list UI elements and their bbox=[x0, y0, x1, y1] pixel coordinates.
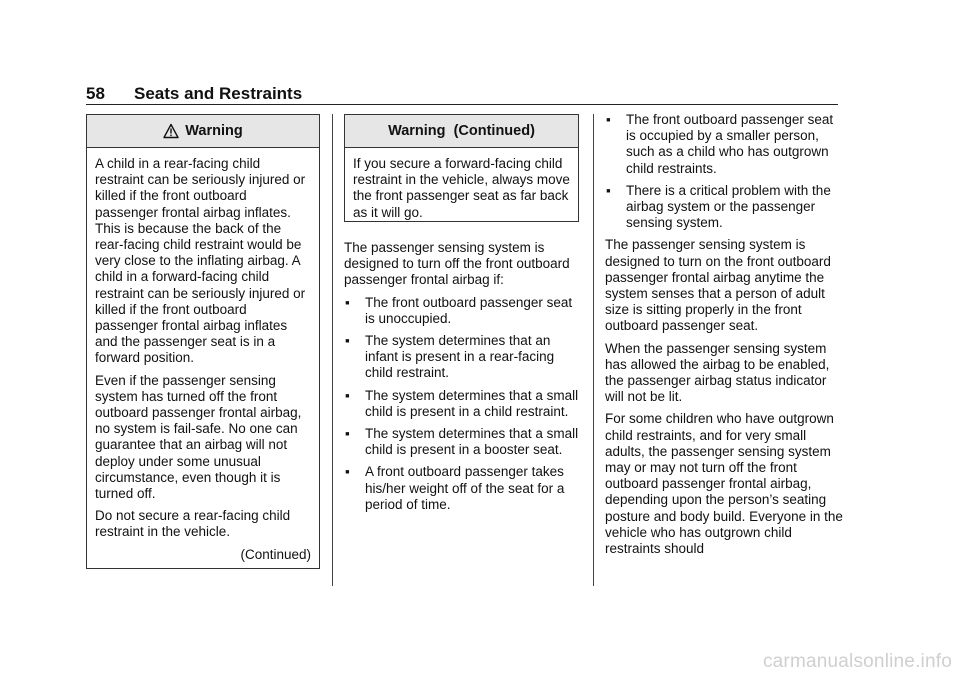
page-number: 58 bbox=[86, 84, 105, 103]
list-item: ▪ The system determines that a small child is present in a booster seat. bbox=[345, 426, 579, 458]
list-item: ▪ There is a critical problem with the airbag system or the passenger sensing system. bbox=[606, 182, 831, 231]
body-paragraph: When the passenger sensing system has allowed the airbag to be enabled, the passenger airbag status indicator will not be lit. bbox=[605, 340, 830, 405]
warning-paragraph: If you secure a forward-facing child restraint in the vehicle, always move the front passenger seat as far back as it will go. bbox=[353, 156, 570, 220]
warning-box-header bbox=[87, 115, 319, 148]
body-paragraph: The passenger sensing system is designed to turn off the front outboard passenger frontal airbag if: bbox=[344, 240, 570, 288]
column-2-text bbox=[344, 240, 584, 519]
page-header bbox=[86, 84, 838, 104]
list-item: ▪ A front outboard passenger takes his/her weight off of the seat for a period of time. bbox=[345, 464, 565, 512]
list-item: ▪ The system determines that an infant is present in a rear-facing child restraint. bbox=[345, 333, 555, 381]
bullet-mark: ▪ bbox=[606, 112, 611, 127]
warning-paragraph: Even if the passenger sensing system has turned off the front outboard passenger frontal airbag, no system is fail-safe. No one can guarantee that an airbag will not deploy under some unusual circumstance, even though it is turned off. bbox=[95, 372, 302, 502]
warning-triangle-icon bbox=[163, 123, 179, 139]
column-3-text bbox=[605, 112, 843, 563]
bullet-mark: ▪ bbox=[345, 426, 350, 442]
bullet-mark: ▪ bbox=[345, 333, 350, 349]
watermark: carmanualsonline.info bbox=[762, 651, 952, 672]
column-divider-2 bbox=[593, 114, 594, 586]
header-divider bbox=[86, 104, 838, 105]
section-title: Seats and Restraints bbox=[134, 84, 303, 103]
list-item: ▪ The front outboard passenger seat is unoccupied. bbox=[345, 294, 573, 326]
continued-label: (Continued) bbox=[240, 546, 311, 562]
warning-continued-header bbox=[345, 115, 578, 148]
list-item: ▪ The system determines that a small child is present in a child restraint. bbox=[345, 387, 579, 419]
warning-continued-title: Warning (Continued) bbox=[388, 123, 535, 139]
body-paragraph: The passenger sensing system is designed to turn on the front outboard passenger frontal airbag anytime the system senses that a person of adult size is sitting properly in the front outboard passenger seat. bbox=[605, 237, 831, 334]
bullet-mark: ▪ bbox=[345, 464, 350, 480]
warning-box bbox=[86, 114, 320, 569]
warning-continued-box bbox=[344, 114, 579, 222]
column-divider-1 bbox=[332, 114, 333, 586]
bullet-mark: ▪ bbox=[345, 387, 350, 403]
bullet-mark: ▪ bbox=[345, 294, 350, 310]
warning-title: Warning bbox=[185, 123, 243, 139]
warning-paragraph: Do not secure a rear-facing child restraint in the vehicle. bbox=[95, 508, 291, 540]
body-paragraph: For some children who have outgrown child restraints, and for very small adults, the passenger sensing system may or may not turn off the front outboard passenger frontal airbag, depending upon the person’s seating posture and body build. Everyone in the vehicle who has outgrown child restraints should bbox=[605, 411, 843, 557]
bullet-mark: ▪ bbox=[606, 182, 611, 198]
warning-paragraph: A child in a rear-facing child restraint can be seriously injured or killed if the front outboard passenger frontal airbag inflates. This is because the back of the rear-facing child restraint would be very close to the inflating airbag. A child in a forward-facing child restraint can be seriously injured or killed if the front outboard passenger frontal airbag inflates and the passenger seat is in a forward position. bbox=[95, 156, 306, 366]
list-item: ▪ The front outboard passenger seat is occupied by a smaller person, such as a child who has outgrown child restraints. bbox=[606, 112, 834, 176]
